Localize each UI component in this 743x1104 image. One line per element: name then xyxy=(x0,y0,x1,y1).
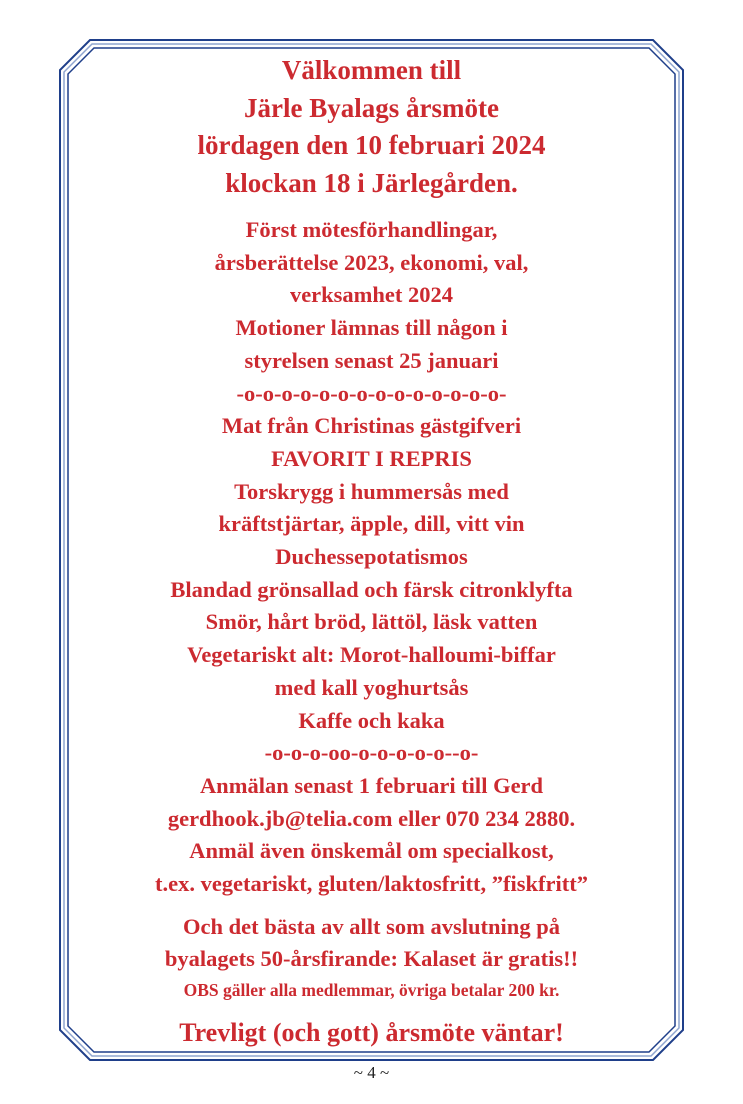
menu-line: Smör, hårt bröd, lättöl, läsk vatten xyxy=(205,609,538,635)
body-line: styrelsen senast 25 januari xyxy=(244,347,499,373)
separator: -o-o-o-oo-o-o-o-o-o--o- xyxy=(264,740,479,766)
body-line: årsberättelse 2023, ekonomi, val, xyxy=(214,249,529,275)
title-line: klockan 18 i Järlegården. xyxy=(225,167,518,198)
body-line: verksamhet 2024 xyxy=(289,282,454,308)
body-line: t.ex. vegetariskt, gluten/laktosfritt, ”fiskfritt” xyxy=(154,871,589,897)
menu-line: Vegetariskt alt: Morot-halloumi-biffar xyxy=(187,642,556,668)
body-line: Anmälan senast 1 februari till Gerd xyxy=(199,772,544,798)
menu-line: Kaffe och kaka xyxy=(298,707,445,733)
menu-line: med kall yoghurtsås xyxy=(274,674,469,700)
body-line: Motioner lämnas till någon i xyxy=(235,315,508,341)
invitation-title xyxy=(80,52,663,202)
final-line: Trevligt (och gott) årsmöte väntar! xyxy=(179,1017,564,1047)
menu-line: Torskrygg i hummersås med xyxy=(234,478,509,504)
body-line: FAVORIT I REPRIS xyxy=(271,445,472,471)
title-line: Järle Byalags årsmöte xyxy=(244,92,499,123)
body-line: Anmäl även önskemål om specialkost, xyxy=(189,838,554,864)
menu-line: Blandad grönsallad och färsk citronklyfta xyxy=(170,576,573,602)
closing-line: byalagets 50-årsfirande: Kalaset är gratis!! xyxy=(164,945,579,971)
closing-section xyxy=(80,911,663,1005)
page-number: ~ 4 ~ xyxy=(353,1063,390,1082)
final-section xyxy=(80,1015,663,1051)
body-line: Först mötesförhandlingar, xyxy=(245,217,498,242)
body-line: Mat från Christinas gästgifveri xyxy=(221,413,522,439)
menu-line: kräftstjärtar, äpple, dill, vitt vin xyxy=(218,511,525,537)
title-line: Välkommen till xyxy=(281,55,462,85)
contact-line: gerdhook.jb@telia.com eller 070 234 2880. xyxy=(167,805,576,831)
price-note: OBS gäller alla medlemmar, övriga betalar 200 kr. xyxy=(183,979,560,1000)
separator: -o-o-o-o-o-o-o-o-o-o-o-o-o-o- xyxy=(236,380,507,406)
closing-line: Och det bästa av allt som avslutning på xyxy=(183,913,560,939)
menu-line: Duchessepotatismos xyxy=(275,544,468,570)
invitation-body xyxy=(80,214,663,901)
title-line: lördagen den 10 februari 2024 xyxy=(197,130,546,160)
invitation-text xyxy=(80,52,663,1051)
